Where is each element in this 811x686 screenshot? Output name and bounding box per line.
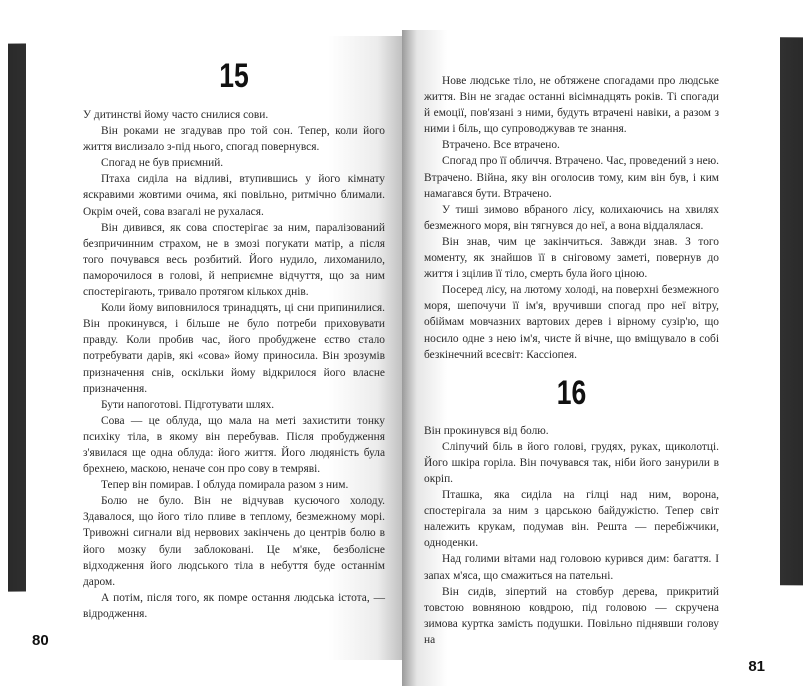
paragraph: У дитинстві йому часто снилися сови. <box>83 109 269 121</box>
paragraph: Пташка, яка сиділа на гілці над ним, ворона, спостерігала за ним з царською байдужістю. Тепер світ належить крукам, подумав він. Решта — перебіжчики, одноденки. <box>424 489 719 550</box>
page-body-text <box>424 423 719 648</box>
paragraph: Спогад про її обличчя. Втрачено. Час, проведений з нею. Втрачено. Війна, яку він оголосив тому, ким він був, і ким намагався бути. Втрачено. <box>424 155 719 200</box>
paragraph: Нове людське тіло, не обтяжене спогадами про людське життя. Він не згадає останні вісімнадцять років. Ті спогади й емоції, пов'язані з ними, будуть втрачені навіки, а разом з ними і біль, що супроводжував те знання. <box>424 75 719 136</box>
page-body-text <box>424 73 719 363</box>
paragraph: Бути напоготові. Підготувати шлях. <box>101 398 275 411</box>
paragraph: Болю не було. Він не відчував кусючого холоду. Здавалося, що його тіло пливе в теплому, безмежному морі. Тривожні сигнали від нервових закінчень до центрів болю в його мозку були заблоковані. Це м'яке, безболісне відходження його людського тіла в небуття буде останнім даром. <box>83 495 385 588</box>
paragraph: Він прокинувся від болю. <box>424 424 549 437</box>
paragraph: Він знав, чим це закінчиться. Завжди знав. З того моменту, як знайшов її в сніговому заметі, повернув до життя і зцілив її тіло, смерть була його ціною. <box>424 235 719 281</box>
page-number: 81 <box>748 658 765 675</box>
paragraph: Він дивився, як сова спостерігає за ним, паралізований безпричинним страхом, не в змозі погукати матір, а після того почувався весь розбитий. Його нудило, лихоманило, паморочилося в голові, й неприємне відчуття, що за ним спостерігають, тривало протягом кількох днів. <box>83 221 385 299</box>
paragraph: Спогад не був приємний. <box>101 157 224 170</box>
paragraph: Посеред лісу, на лютому холоді, на поверхні безмежного моря, шепочучи її ім'я, вручивши спогад про неї вітру, обіймам мовчазних вартових дерев і вірному сузір'ю, що носило одне з нею ім'я, чисте й вічне, що вміщувало в собі безкінечний всесвіт: Кассіопея. <box>424 284 719 361</box>
paragraph: Втрачено. Все втрачено. <box>442 139 560 152</box>
page-body-text <box>83 107 385 622</box>
paragraph: Птаха сиділа на відливі, втупившись у його кімнату яскравими жовтими очима, які повільно, ритмічно блимали. Окрім очей, сова взагалі не рухалася. <box>83 173 385 218</box>
left-page <box>26 36 404 660</box>
right-page <box>402 30 780 686</box>
paragraph: Він сидів, зіпертий на стовбур дерева, прикритий товстою вовняною ковдрою, під головою — скручена зимова куртка замість подушки. Повільно піднявши голову на <box>424 585 719 646</box>
paragraph: У тиші зимово вбраного лісу, колихаючись на хвилях безмежного моря, він тягнувся до неї, а вона віддалялася. <box>424 203 719 232</box>
paragraph: Сова — це облуда, що мала на меті захистити тонку психіку тіла, в якому він перебував. Після пробудження з'явилася ще одна облуда: його життя. Його людяність була брехнею, маскою, неначе сон про сову в темряві. <box>83 414 385 476</box>
paragraph: Тепер він помирав. І облуда помирала разом з ним. <box>101 479 349 492</box>
paragraph: Над голими вітами над головою курився дим: багаття. І запах м'яса, що смажиться на пательні. <box>424 553 719 582</box>
chapter-number: 16 <box>556 373 587 412</box>
paragraph: Він роками не згадував про той сон. Тепер, коли його життя вислизало з-під нього, спогад повернувся. <box>83 125 385 154</box>
paragraph: Коли йому виповнилося тринадцять, ці сни припинилися. Він прокинувся, і більше не було потреби приховувати правду. Коли пробив час, його пробуджене єство стало потребувати дарів, які «сова» йому приносила. Він зрозумів призначення снів, оскільки йому відкрилося його власне призначення. <box>83 302 385 395</box>
paragraph: Сліпучий біль в його голові, грудях, руках, щиколотці. Його шкіра горіла. Він почувався так, ніби його занурили в окріп. <box>424 440 719 485</box>
page-number: 80 <box>32 632 49 649</box>
chapter-number: 15 <box>219 57 249 95</box>
paragraph: А потім, після того, як помре остання людська істота, — відродження. <box>83 591 385 620</box>
